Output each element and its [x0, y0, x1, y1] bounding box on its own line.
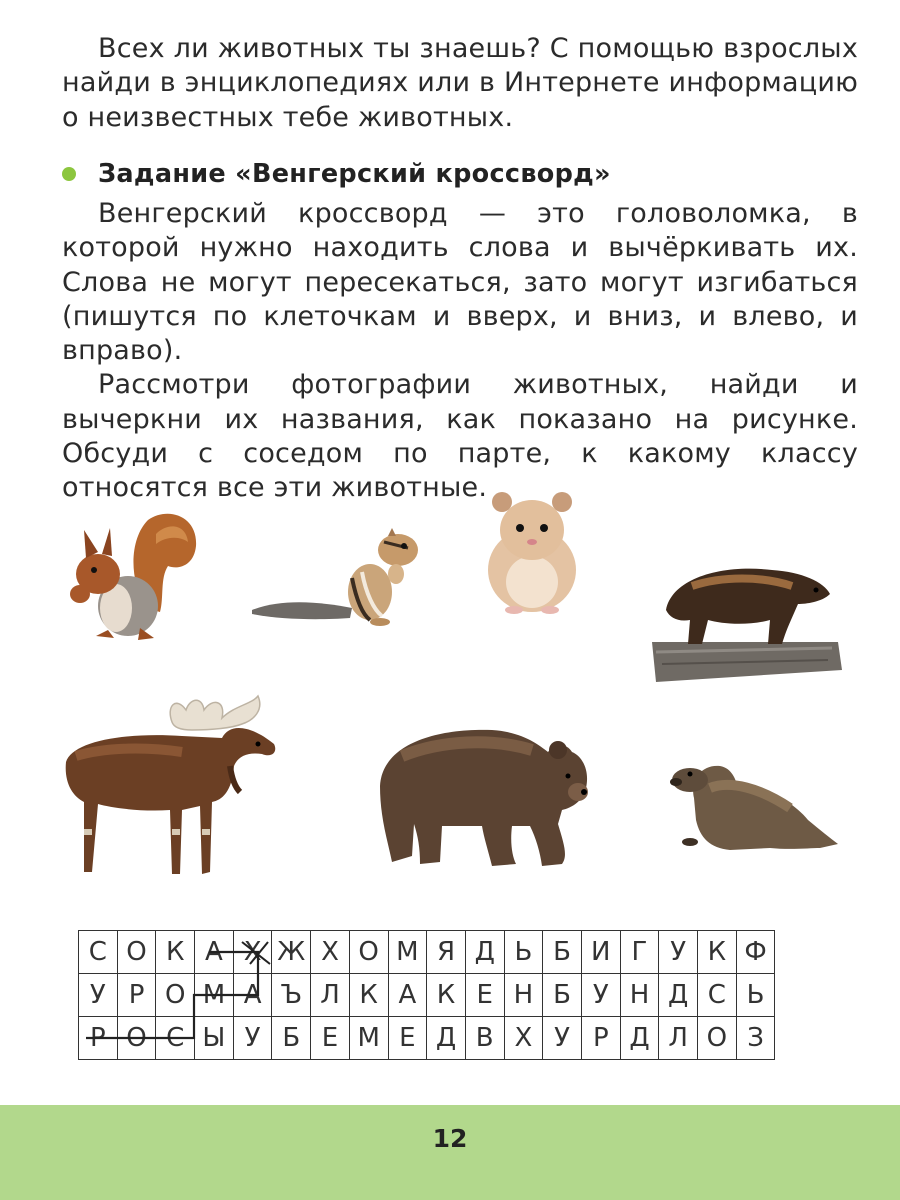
crossword-cell[interactable]: З	[736, 1017, 775, 1060]
crossword-cell[interactable]: Д	[659, 974, 698, 1017]
crossword-cell[interactable]: Ъ	[272, 974, 311, 1017]
crossword-cell[interactable]: С	[698, 974, 737, 1017]
crossword-cell[interactable]: К	[698, 931, 737, 974]
crossword-cell[interactable]: Е	[311, 1017, 350, 1060]
chipmunk-photo	[252, 528, 422, 628]
wolverine-photo	[652, 560, 844, 686]
crossword-cell[interactable]: У	[79, 974, 118, 1017]
crossword-cell[interactable]: А	[233, 974, 272, 1017]
page-number: 12	[432, 1124, 468, 1153]
task-paragraph-1: Венгерский кроссворд — это головоломка, в которой нужно находить слова и вычёркивать их. Слова не могут пересекаться, зато могут изгибаться (пишутся по клеточкам и вверх, и вниз, и влево, и вправо).	[62, 198, 858, 367]
intro-paragraph	[62, 32, 858, 135]
crossword-cell[interactable]: К	[349, 974, 388, 1017]
crossword-cell[interactable]: К	[427, 974, 466, 1017]
crossword-cell[interactable]: У	[543, 1017, 582, 1060]
crossword-cell[interactable]: В	[465, 1017, 504, 1060]
task-heading	[62, 156, 852, 192]
crossword-cell[interactable]: Я	[427, 931, 466, 974]
crossword-cell[interactable]: Л	[659, 1017, 698, 1060]
crossword-cell[interactable]: Ы	[195, 1017, 234, 1060]
crossword-cell[interactable]: Е	[388, 1017, 427, 1060]
crossword-cell[interactable]: У	[581, 974, 620, 1017]
crossword-cell[interactable]: Д	[620, 1017, 659, 1060]
crossword-cell[interactable]: Л	[311, 974, 350, 1017]
crossword-cell[interactable]: Ж	[272, 931, 311, 974]
crossword-cell[interactable]: М	[195, 974, 234, 1017]
crossword-cell[interactable]: У	[233, 1017, 272, 1060]
crossword-cell[interactable]: Ф	[736, 931, 775, 974]
task-description	[62, 197, 858, 506]
green-bullet-icon	[62, 167, 76, 181]
crossword-cell[interactable]: Г	[620, 931, 659, 974]
crossword-cell[interactable]: Ь	[504, 931, 543, 974]
crossword-cell[interactable]: Х	[504, 1017, 543, 1060]
crossword-cell[interactable]: И	[581, 931, 620, 974]
crossword-cell[interactable]: Е	[465, 974, 504, 1017]
crossword-cell[interactable]: С	[79, 931, 118, 974]
hamster-photo	[486, 490, 578, 615]
crossword-cell[interactable]: Х	[233, 931, 272, 974]
moose-photo	[62, 692, 280, 880]
crossword-row	[79, 1017, 775, 1060]
intro-text: Всех ли животных ты знаешь? С помощью взрослых найди в энциклопедиях или в Интернете информацию о неизвестных тебе животных.	[62, 33, 858, 133]
crossword-cell[interactable]: М	[388, 931, 427, 974]
crossword-cell[interactable]: Н	[504, 974, 543, 1017]
crossword-cell[interactable]: А	[388, 974, 427, 1017]
crossword-cell[interactable]: Р	[117, 974, 156, 1017]
crossword-row	[79, 974, 775, 1017]
crossword-cell[interactable]: О	[117, 931, 156, 974]
crossword-cell[interactable]: О	[349, 931, 388, 974]
crossword-cell[interactable]: О	[698, 1017, 737, 1060]
crossword-cell[interactable]: Н	[620, 974, 659, 1017]
bear-photo	[372, 726, 594, 870]
crossword-cell[interactable]: Б	[543, 974, 582, 1017]
crossword-cell[interactable]: С	[156, 1017, 195, 1060]
crossword-cell[interactable]: У	[659, 931, 698, 974]
crossword-cell[interactable]: Д	[427, 1017, 466, 1060]
crossword-cell[interactable]: Б	[543, 931, 582, 974]
crossword-cell[interactable]: Р	[581, 1017, 620, 1060]
crossword-cell[interactable]: Р	[79, 1017, 118, 1060]
hungarian-crossword-grid	[78, 930, 775, 1060]
crossword-cell[interactable]: О	[156, 974, 195, 1017]
crossword-cell[interactable]: Х	[311, 931, 350, 974]
marmot-photo	[670, 758, 840, 852]
crossword-cell[interactable]: К	[156, 931, 195, 974]
squirrel-photo	[68, 508, 200, 643]
crossword-row	[79, 931, 775, 974]
task-title: Задание «Венгерский кроссворд»	[98, 159, 611, 189]
crossword-cell[interactable]: Д	[465, 931, 504, 974]
crossword-cell[interactable]: О	[117, 1017, 156, 1060]
crossword-cell[interactable]: А	[195, 931, 234, 974]
crossword-body	[79, 931, 775, 1060]
crossword-cell[interactable]: М	[349, 1017, 388, 1060]
crossword-cell[interactable]: Б	[272, 1017, 311, 1060]
task-paragraph-2: Рассмотри фотографии животных, найди и вычеркни их названия, как показано на рисунке. Обсуди с соседом по парте, к какому классу относятся все эти животные.	[62, 369, 858, 504]
crossword-cell[interactable]: Ь	[736, 974, 775, 1017]
